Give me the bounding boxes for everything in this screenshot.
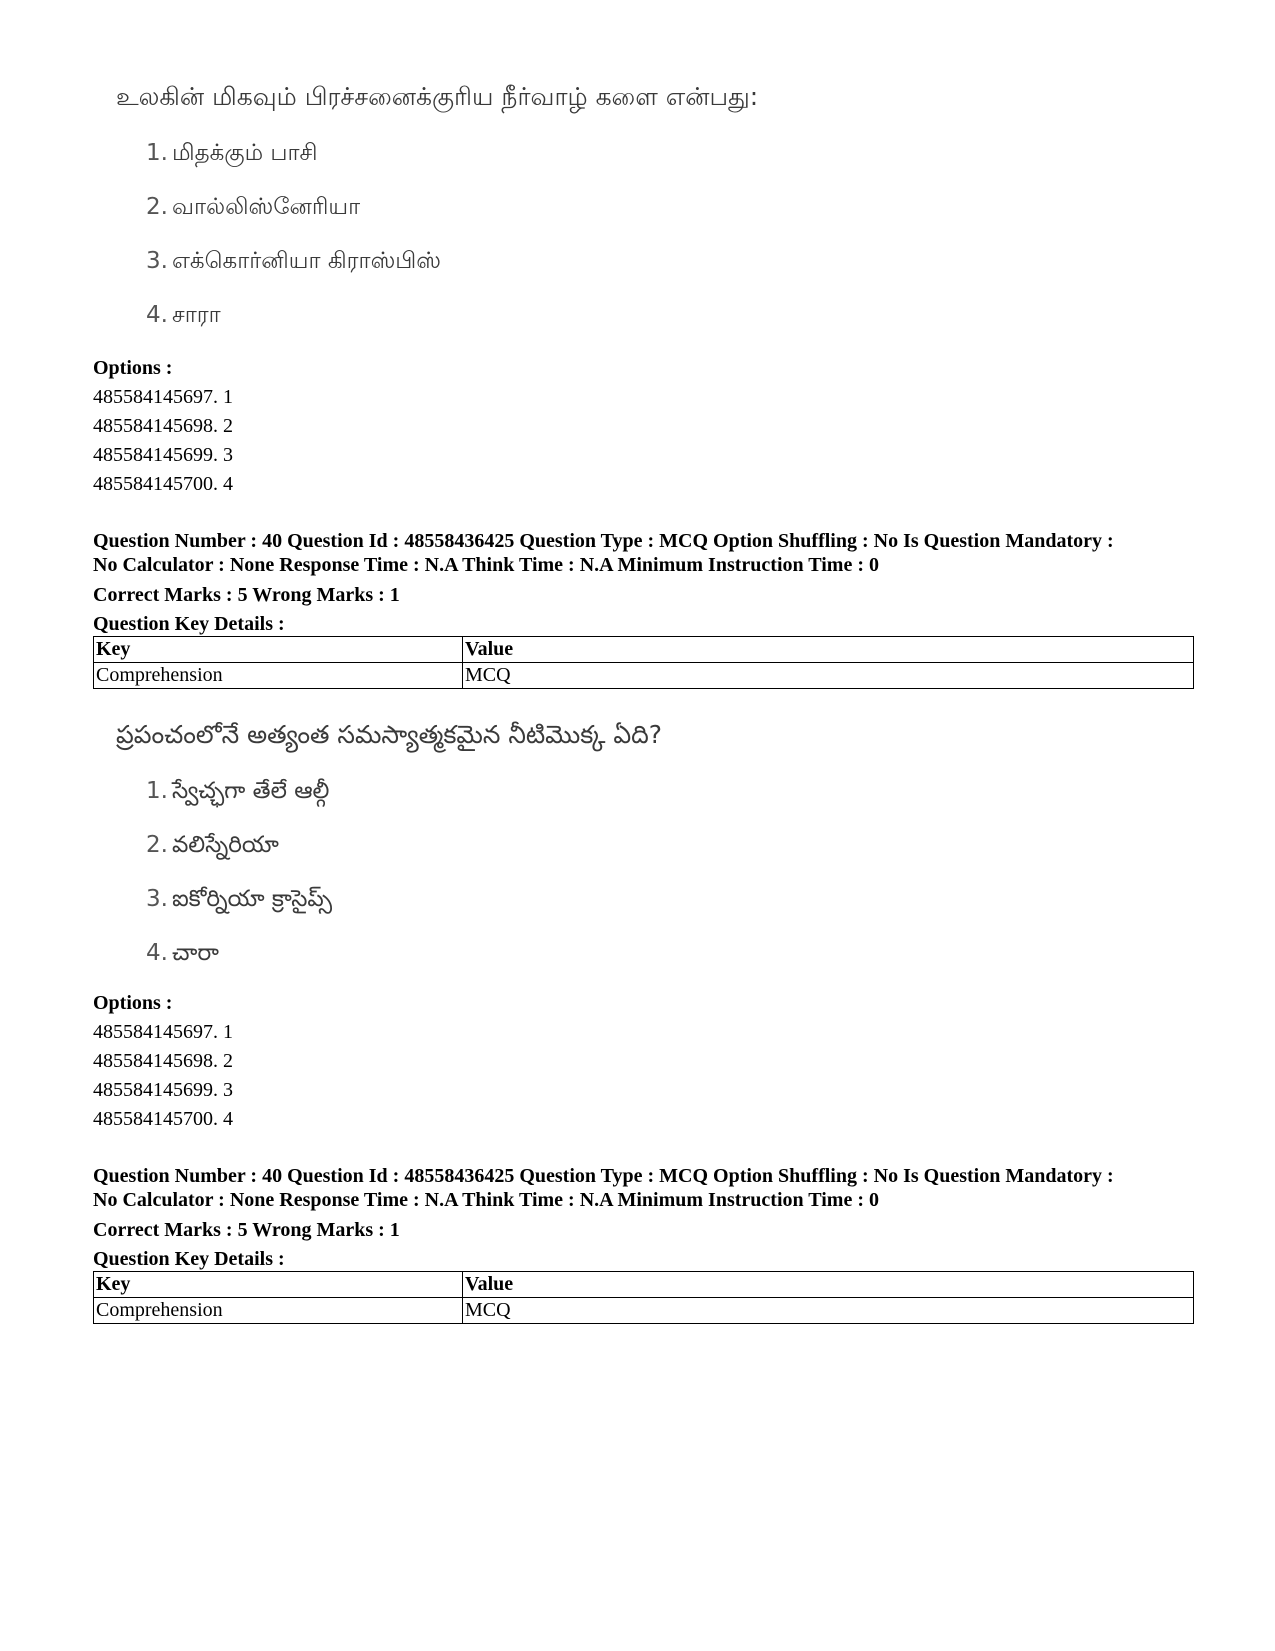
header-key-cell: Key	[94, 637, 463, 663]
option-item: 485584145697. 1	[93, 1021, 233, 1043]
choice-number: 3.	[146, 248, 168, 274]
telugu-choice-2	[146, 830, 868, 860]
option-item: 485584145700. 4	[93, 473, 233, 495]
choice-number: 4.	[146, 302, 168, 328]
marks-line: Correct Marks : 5 Wrong Marks : 1	[93, 1219, 400, 1241]
value-cell: MCQ	[463, 1298, 1194, 1324]
choice-number: 4.	[146, 940, 168, 966]
options-list-2	[93, 989, 1193, 1134]
choice-text: వలిస్నేరియా	[171, 832, 279, 858]
options-list-1	[93, 354, 1193, 499]
choice-text: எக்கொர்னியா கிராஸ்பிஸ்	[171, 248, 441, 274]
meta-line-2: No Calculator : None Response Time : N.A Think Time : N.A Minimum Instruction Time : 0	[93, 1189, 879, 1211]
choice-text: சாரா	[171, 302, 221, 328]
option-item: 485584145697. 1	[93, 386, 233, 408]
telugu-choice-4	[146, 938, 868, 968]
telugu-question-image	[108, 718, 868, 968]
tamil-question-stem: உலகின் மிகவும் பிரச்சனைக்குரிய நீர்வாழ் களை என்பது:	[116, 82, 759, 111]
header-value-cell: Value	[463, 637, 1194, 663]
key-details-heading: Question Key Details :	[93, 1248, 285, 1270]
option-item: 485584145699. 3	[93, 444, 233, 466]
options-heading: Options :	[93, 357, 173, 379]
tamil-choice-2	[146, 192, 868, 222]
table-header-row	[94, 637, 1194, 663]
tamil-question-image	[108, 80, 868, 330]
table-row	[94, 1298, 1194, 1324]
telugu-question-stem: ప్రపంచంలోనే అత్యంత సమస్యాత్మకమైన నీటిమొక్క ఏది?	[116, 720, 663, 749]
key-cell: Comprehension	[94, 1298, 463, 1324]
option-item: 485584145698. 2	[93, 1050, 233, 1072]
header-key-cell: Key	[94, 1272, 463, 1298]
choice-number: 3.	[146, 886, 168, 912]
marks-line: Correct Marks : 5 Wrong Marks : 1	[93, 584, 400, 606]
choice-text: மிதக்கும் பாசி	[171, 140, 318, 166]
key-details-table-2	[93, 1271, 1194, 1324]
choice-text: ఐకోర్నియా క్రాసైప్స్	[171, 886, 333, 912]
key-cell: Comprehension	[94, 663, 463, 689]
key-details-table-1	[93, 636, 1194, 689]
choice-number: 2.	[146, 832, 168, 858]
meta-line-1: Question Number : 40 Question Id : 48558436425 Question Type : MCQ Option Shuffling : No Is Question Mandatory :	[93, 1165, 1114, 1187]
value-cell: MCQ	[463, 663, 1194, 689]
header-value-cell: Value	[463, 1272, 1194, 1298]
option-item: 485584145699. 3	[93, 1079, 233, 1101]
choice-number: 1.	[146, 140, 168, 166]
table-header-row	[94, 1272, 1194, 1298]
question-meta-2	[93, 1164, 1193, 1274]
tamil-choice-3	[146, 246, 868, 276]
choice-number: 2.	[146, 194, 168, 220]
tamil-choice-1	[146, 138, 868, 168]
table-row	[94, 663, 1194, 689]
meta-line-1: Question Number : 40 Question Id : 48558436425 Question Type : MCQ Option Shuffling : No Is Question Mandatory :	[93, 530, 1114, 552]
choice-number: 1.	[146, 778, 168, 804]
options-heading: Options :	[93, 992, 173, 1014]
meta-line-2: No Calculator : None Response Time : N.A Think Time : N.A Minimum Instruction Time : 0	[93, 554, 879, 576]
key-details-heading: Question Key Details :	[93, 613, 285, 635]
tamil-choice-4	[146, 300, 868, 330]
option-item: 485584145698. 2	[93, 415, 233, 437]
choice-text: வால்லிஸ்னேரியா	[171, 194, 361, 220]
question-meta-1	[93, 529, 1193, 639]
choice-text: చారా	[171, 940, 219, 966]
telugu-choice-1	[146, 776, 868, 806]
telugu-choice-3	[146, 884, 868, 914]
option-item: 485584145700. 4	[93, 1108, 233, 1130]
choice-text: స్వేచ్ఛగా తేలే ఆల్గీ	[171, 778, 330, 804]
